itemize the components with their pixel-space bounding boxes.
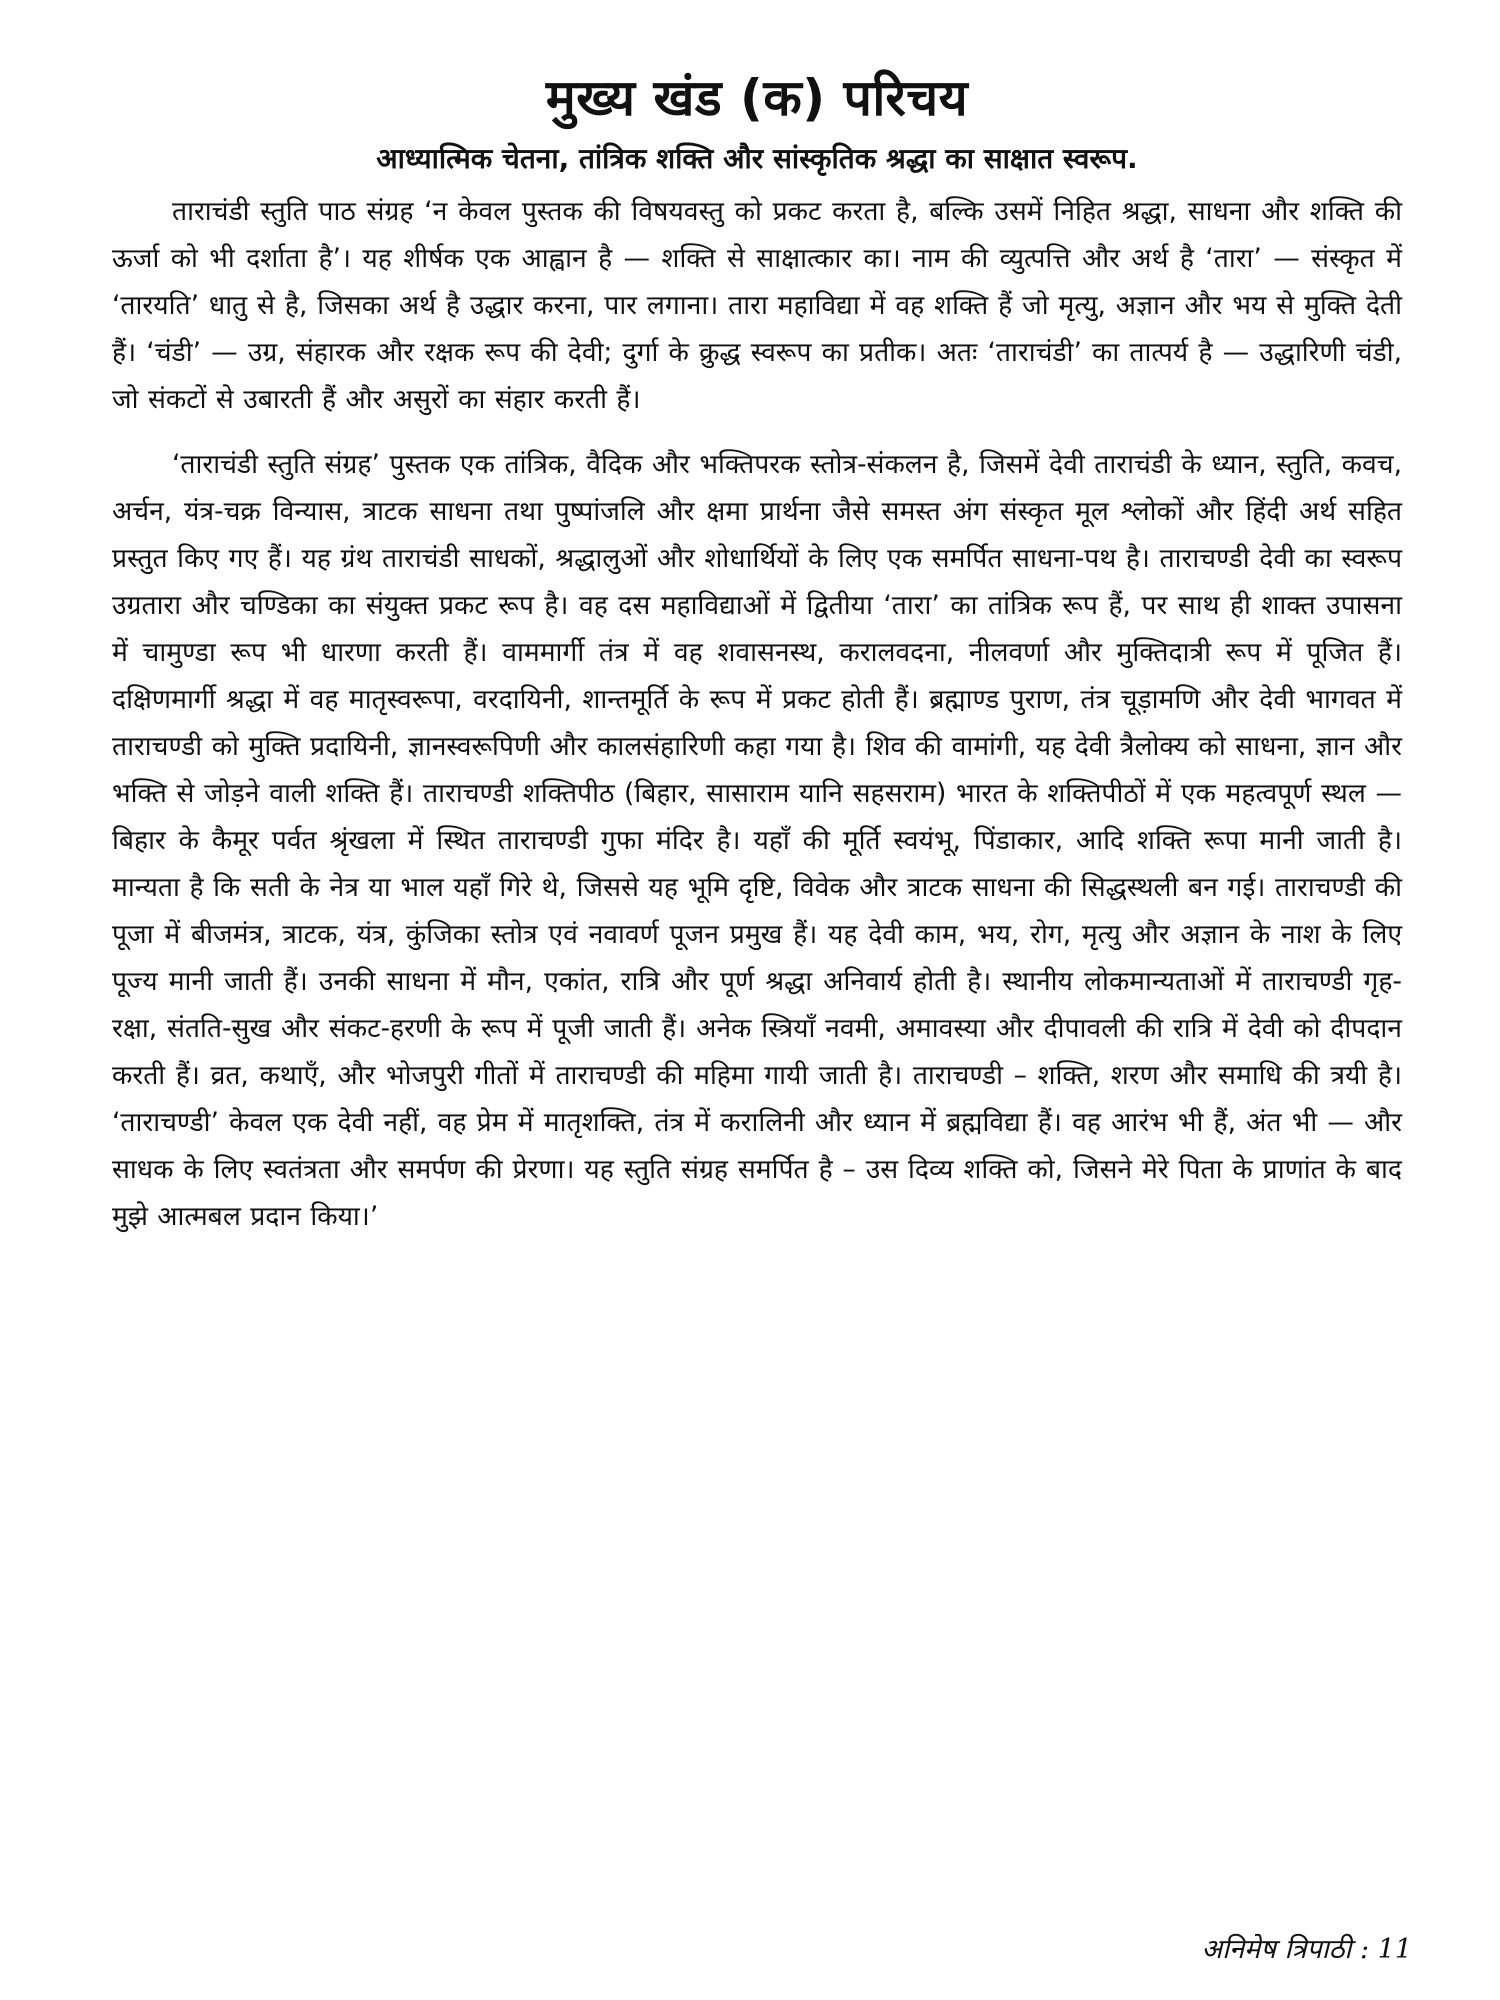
paragraph-intro: ताराचंडी स्तुति पाठ संग्रह ‘न केवल पुस्तक की विषयवस्तु को प्रकट करता है, बल्कि उसमें निहित श्रद्धा, साधना और शक्ति की ऊर्जा को भी दर्शाता है’। यह शीर्षक एक आह्वान है — शक्ति से साक्षात्कार का। नाम की व्युत्पत्ति और अर्थ है ‘तारा’ — संस्कृत में ‘तारयति’ धातु से है, जिसका अर्थ है उद्धार करना, पार लगाना। तारा महाविद्या में वह शक्ति हैं जो मृत्यु, अज्ञान और भय से मुक्ति देती हैं। ‘चंडी’ — उग्र, संहारक और रक्षक रूप की देवी; दुर्गा के क्रुद्ध स्वरूप का प्रतीक। अतः ‘ताराचंडी’ का तात्पर्य है — उद्धारिणी चंडी, जो संकटों से उबारती हैं और असुरों का संहार करती हैं। <box>112 196 1402 415</box>
document-page <box>112 60 1402 1960</box>
page-subtitle: आध्यात्मिक चेतना, तांत्रिक शक्ति और सांस्कृतिक श्रद्धा का साक्षात स्वरूप. <box>376 142 1138 175</box>
paragraph-main: ‘ताराचंडी स्तुति संग्रह’ पुस्तक एक तांत्रिक, वैदिक और भक्तिपरक स्तोत्र-संकलन है, जिसमें देवी ताराचंडी के ध्यान, स्तुति, कवच, अर्चन, यंत्र-चक्र विन्यास, त्राटक साधना तथा पुष्पांजलि और क्षमा प्रार्थना जैसे समस्त अंग संस्कृत मूल श्लोकों और हिंदी अर्थ सहित प्रस्तुत किए गए हैं। यह ग्रंथ ताराचंडी साधकों, श्रद्धालुओं और शोधार्थियों के लिए एक समर्पित साधना-पथ है। ताराचण्डी देवी का स्वरूप उग्रतारा और चण्डिका का संयुक्त प्रकट रूप है। वह दस महाविद्याओं में द्वितीया ‘तारा’ का तांत्रिक रूप हैं, पर साथ ही शाक्त उपासना में चामुण्डा रूप भी धारणा करती हैं। वाममार्गी तंत्र में वह शवासनस्थ, करालवदना, नीलवर्णा और मुक्तिदात्री रूप में पूजित हैं। दक्षिणमार्गी श्रद्धा में वह मातृस्वरूपा, वरदायिनी, शान्तमूर्ति के रूप में प्रकट होती हैं। ब्रह्माण्ड पुराण, तंत्र चूड़ामणि और देवी भागवत में ताराचण्डी को मुक्ति प्रदायिनी, ज्ञानस्वरूपिणी और कालसंहारिणी कहा गया है। शिव की वामांगी, यह देवी त्रैलोक्य को साधना, ज्ञान और भक्ति से जोड़ने वाली शक्ति हैं। ताराचण्डी शक्तिपीठ (बिहार, सासाराम यानि सहसराम) भारत के शक्तिपीठों में एक महत्वपूर्ण स्थल —बिहार के कैमूर पर्वत श्रृंखला में स्थित ताराचण्डी गुफा मंदिर है। यहाँ की मूर्ति स्वयंभू, पिंडाकार, आदि शक्ति रूपा मानी जाती है। मान्यता है कि सती के नेत्र या भाल यहाँ गिरे थे, जिससे यह भूमि दृष्टि, विवेक और त्राटक साधना की सिद्धस्थली बन गई। ताराचण्डी की पूजा में बीजमंत्र, त्राटक, यंत्र, कुंजिका स्तोत्र एवं नवावर्ण पूजन प्रमुख हैं। यह देवी काम, भय, रोग, मृत्यु और अज्ञान के नाश के लिए पूज्य मानी जाती हैं। उनकी साधना में मौन, एकांत, रात्रि और पूर्ण श्रद्धा अनिवार्य होती है। स्थानीय लोकमान्यताओं में ताराचण्डी गृह-रक्षा, संतति-सुख और संकट-हरणी के रूप में पूजी जाती हैं। अनेक स्त्रियाँ नवमी, अमावस्या और दीपावली की रात्रि में देवी को दीपदान करती हैं। व्रत, कथाएँ, और भोजपुरी गीतों में ताराचण्डी की महिमा गायी जाती है। ताराचण्डी – शक्ति, शरण और समाधि की त्रयी है। ‘ताराचण्डी’ केवल एक देवी नहीं, वह प्रेम में मातृशक्ति, तंत्र में करालिनी और ध्यान में ब्रह्मविद्या हैं। वह आरंभ भी हैं, अंत भी — और साधक के लिए स्वतंत्रता और समर्पण की प्रेरणा। यह स्तुति संग्रह समर्पित है – उस दिव्य शक्ति को, जिसने मेरे पिता के प्राणांत के बाद मुझे आत्मबल प्रदान किया।’ <box>112 449 1402 1232</box>
page-footer-author-page-number: अनिमेष त्रिपाठी : 11 <box>1201 1934 1412 1965</box>
page-title: मुख्य खंड (क) परिचय <box>545 69 969 127</box>
